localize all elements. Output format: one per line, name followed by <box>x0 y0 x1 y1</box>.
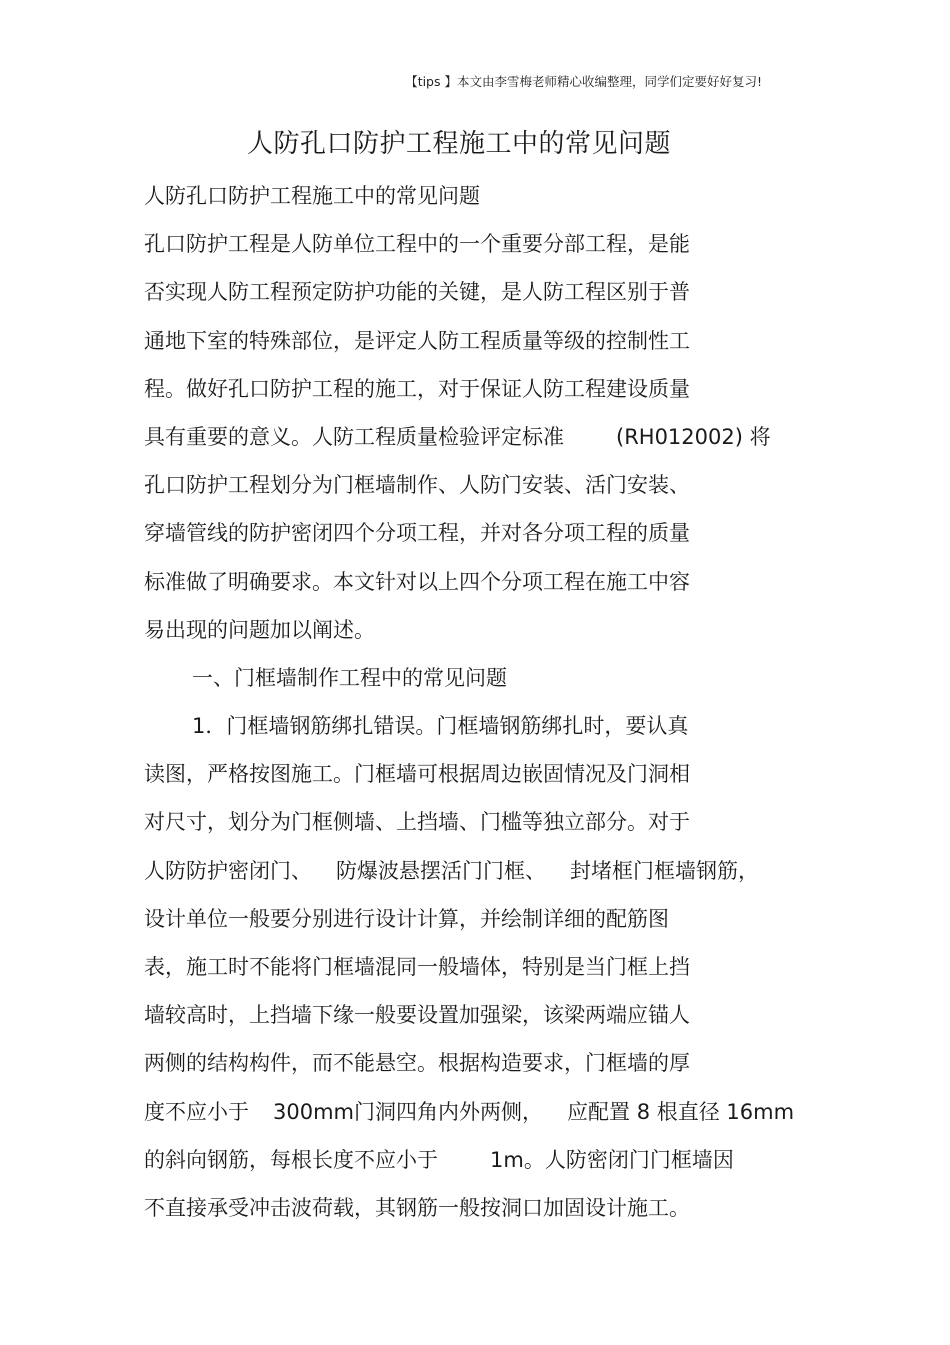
paragraph-line: 标准做了明确要求。本文针对以上四个分项工程在施工中容 <box>144 569 690 594</box>
document-body <box>144 178 864 1238</box>
paragraph-line: 易出现的问题加以阐述。 <box>144 617 375 642</box>
paragraph-line <box>144 419 864 467</box>
measurement-value: 8 根直径 <box>636 1099 720 1124</box>
subtitle-line: 人防孔口防护工程施工中的常见问题 <box>144 184 480 208</box>
section-heading: 一、门框墙制作工程中的常见问题 <box>192 665 507 690</box>
paragraph-line: 不直接承受冲击波荷载，其钢筋一般按洞口加固设计施工。 <box>144 1195 690 1220</box>
line-segment: 人防防护密闭门、 <box>144 858 312 883</box>
paragraph-line: 程。做好孔口防护工程的施工，对于保证人防工程建设质量 <box>144 376 690 401</box>
paragraph-line: 两侧的结构构件，而不能悬空。根据构造要求，门框墙的厚 <box>144 1051 690 1076</box>
paragraph-line <box>144 853 864 901</box>
line-segment: 应配置 <box>567 1099 630 1124</box>
line-segment: 具有重要的意义。人防工程质量检验评定标准 <box>144 424 564 449</box>
line-segment: 度不应小于 <box>144 1099 249 1124</box>
paragraph-line: 穿墙管线的防护密闭四个分项工程，并对各分项工程的质量 <box>144 521 690 546</box>
paragraph-line: 孔口防护工程划分为门框墙制作、人防门安装、活门安装、 <box>144 473 690 498</box>
line-segment: 封堵框门框墙钢筋， <box>570 858 759 883</box>
paragraph-line: 否实现人防工程预定防护功能的关键，是人防工程区别于普 <box>144 280 690 305</box>
standard-code: (RH012002) 将 <box>616 424 771 449</box>
measurement-value: 300mm <box>273 1099 354 1124</box>
paragraph-line: 1．门框墙钢筋绑扎错误。门框墙钢筋绑扎时，要认真 <box>192 714 689 739</box>
paragraph-line: 通地下室的特殊部位，是评定人防工程质量等级的控制性工 <box>144 328 690 353</box>
paragraph-line <box>144 1094 864 1142</box>
paragraph-line <box>144 1142 864 1190</box>
measurement-value: 16mm <box>726 1099 795 1124</box>
document-title: 人防孔口防护工程施工中的常见问题 <box>246 129 671 159</box>
paragraph-line: 设计单位一般要分别进行设计计算，并绘制详细的配筋图 <box>144 906 669 931</box>
paragraph-line: 对尺寸，划分为门框侧墙、上挡墙、门槛等独立部分。对于 <box>144 810 690 835</box>
paragraph-line: 孔口防护工程是人防单位工程中的一个重要分部工程，是能 <box>144 232 690 257</box>
line-segment: 的斜向钢筋，每根长度不应小于 <box>144 1147 438 1172</box>
header-tip: 【tips 】本文由李雪梅老师精心收编整理，同学们定要好好复习! <box>405 74 762 89</box>
line-segment: 门洞四角内外两侧， <box>354 1099 543 1124</box>
paragraph-line: 墙较高时，上挡墙下缘一般要设置加强梁，该梁两端应锚人 <box>144 1003 690 1028</box>
line-segment: 1m。人防密闭门门框墙因 <box>490 1147 734 1172</box>
paragraph-line: 读图，严格按图施工。门框墙可根据周边嵌固情况及门洞相 <box>144 762 690 787</box>
line-segment: 防爆波悬摆活门门框、 <box>336 858 546 883</box>
paragraph-line: 表，施工时不能将门框墙混同一般墙体，特别是当门框上挡 <box>144 955 690 979</box>
